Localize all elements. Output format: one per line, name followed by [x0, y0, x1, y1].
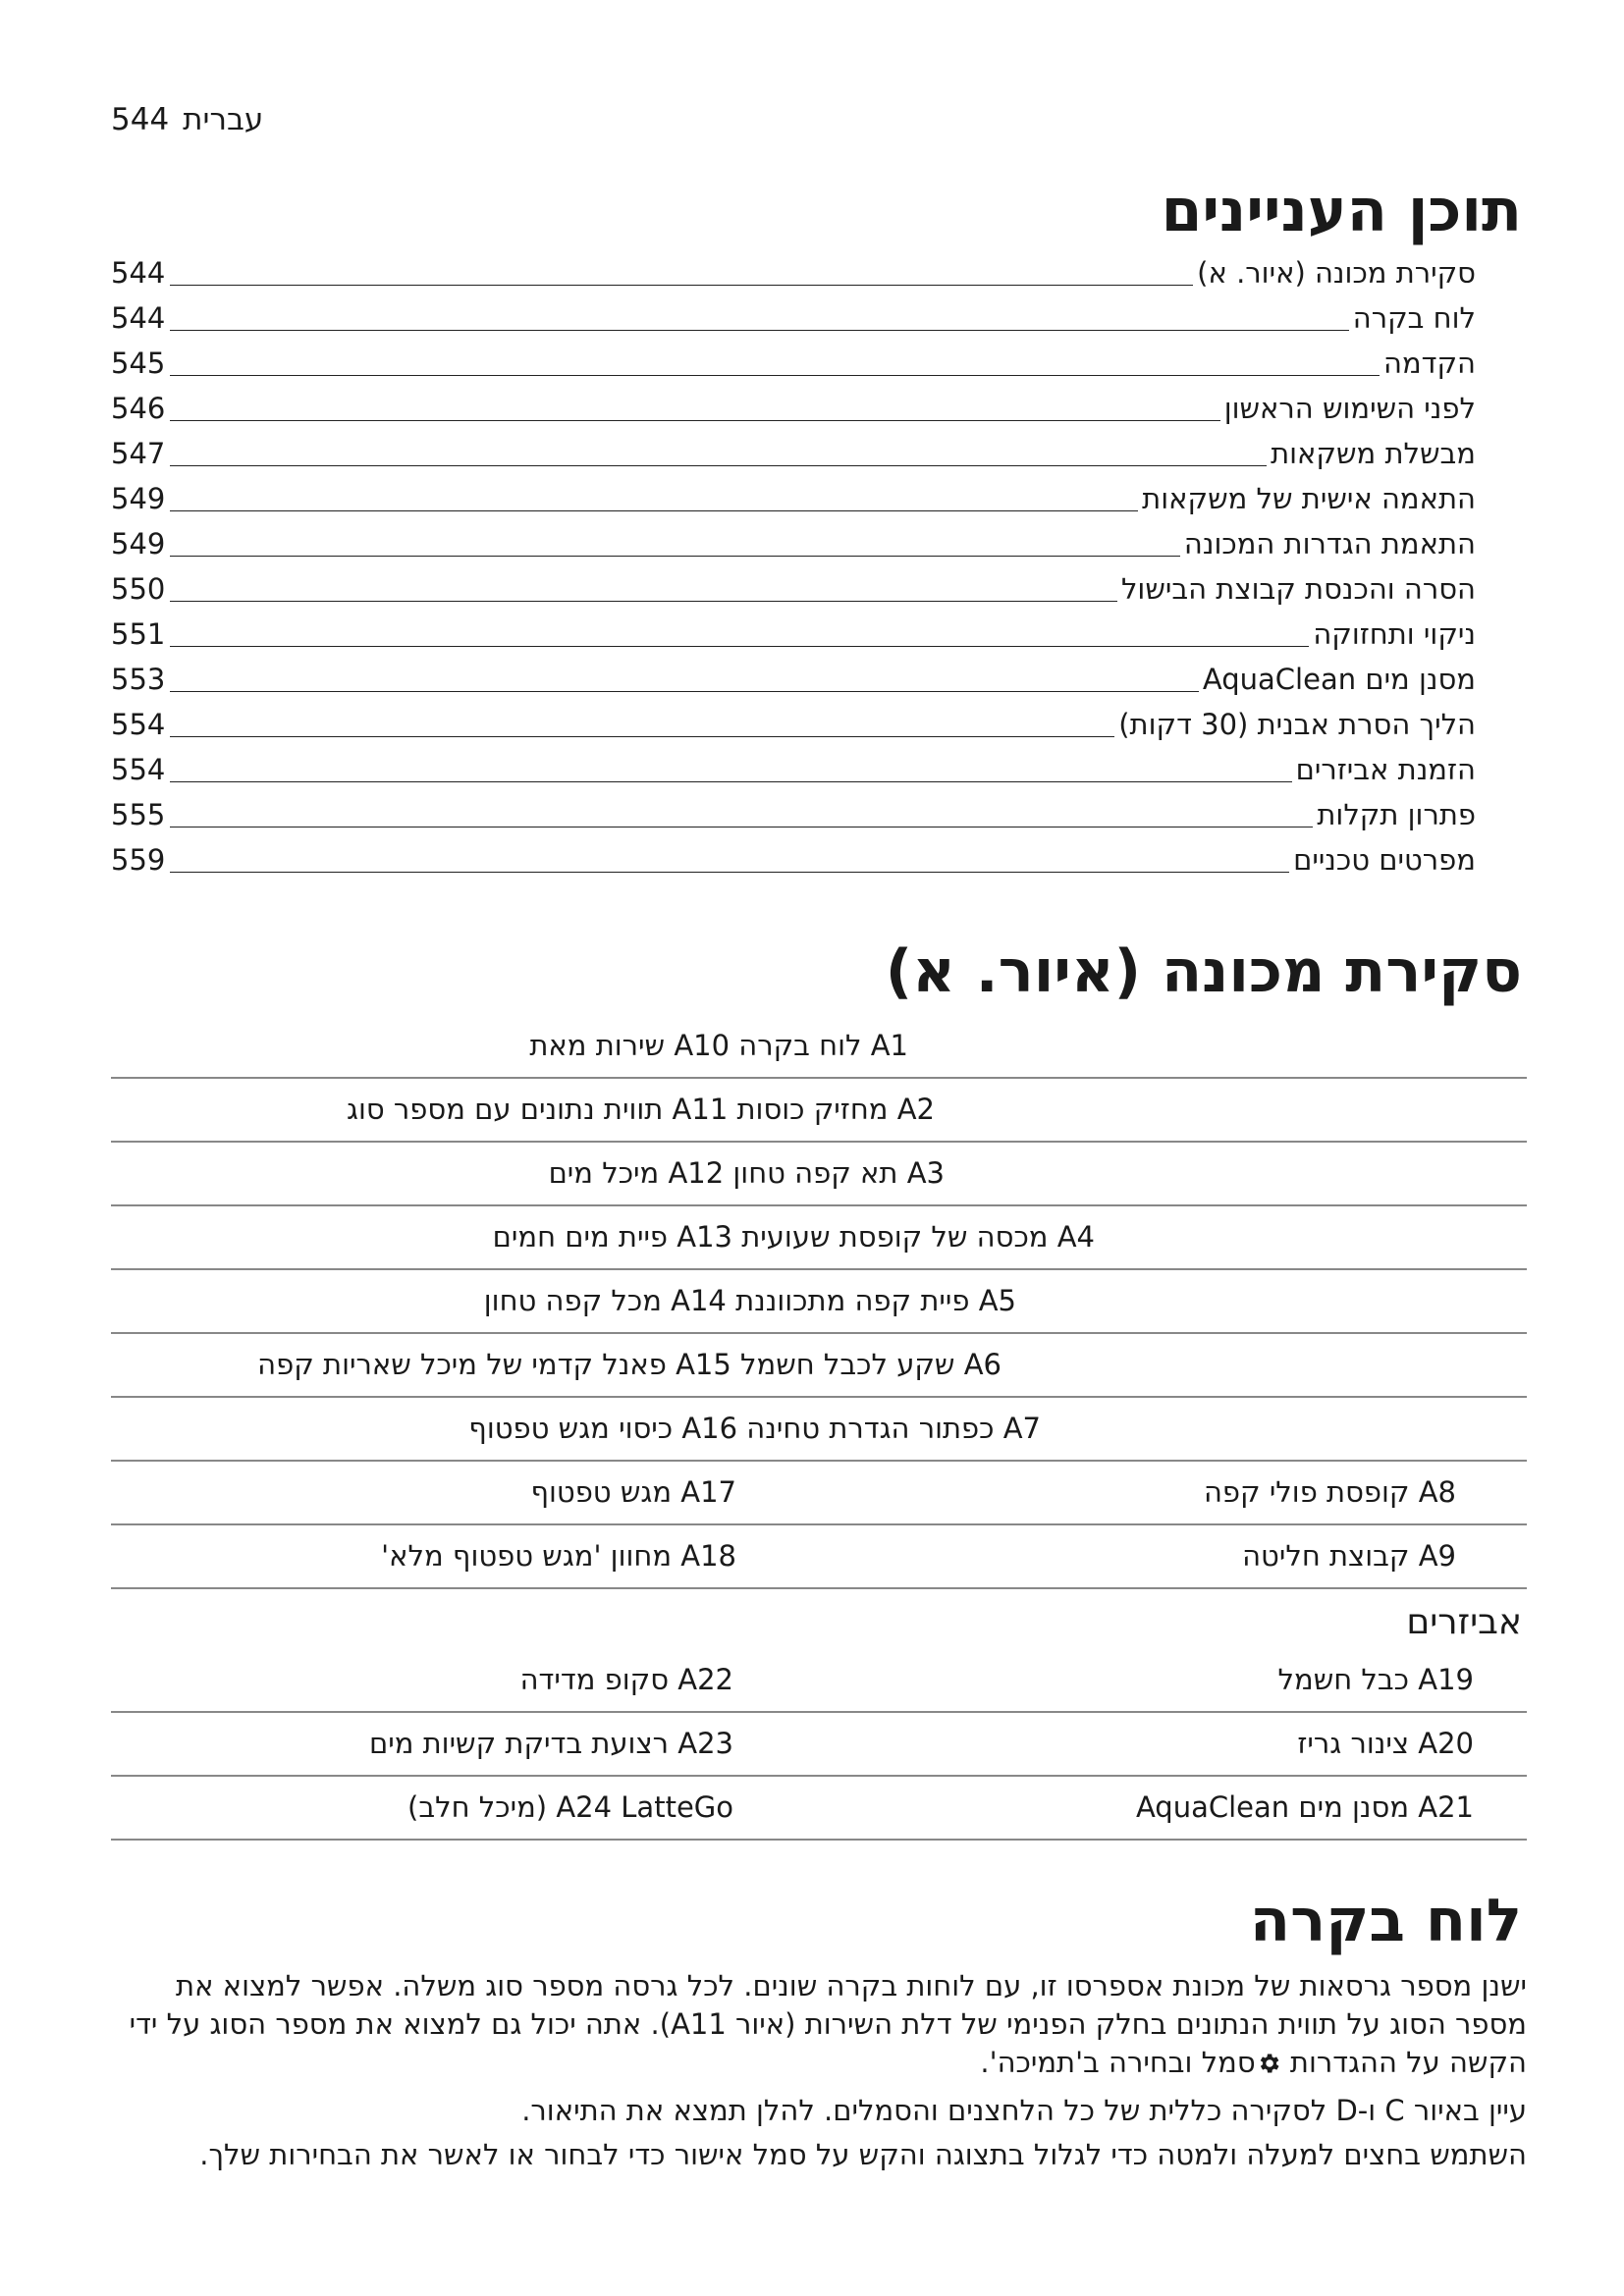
accessories-label: אביזרים [1406, 1602, 1522, 1642]
part-right: A21 מסנן מים AquaClean [1135, 1790, 1474, 1824]
part-left: A7 כפתור הגדרת טחינה A16 כיסוי מגש טפטוף [468, 1412, 1041, 1445]
accessories-table [111, 1649, 1527, 1841]
part-left: A4 מכסה של קופסת שעועית A13 פיית מים חמים [492, 1220, 1095, 1254]
intro-text-b: סמל ובחירה ב'תמיכה'. [980, 2046, 1256, 2079]
figure-paragraph: עיין באיור C ו-D לסקירה כללית של כל הלחצנים והסמלים. להלן תמצא את התיאור. [521, 2094, 1527, 2127]
part-left: A24 LatteGo (מיכל חלב) [407, 1790, 733, 1824]
toc-entry[interactable] [111, 837, 1476, 882]
toc-entry[interactable] [111, 747, 1476, 792]
toc-title: תוכן העניינים [1161, 177, 1522, 245]
part-left: A5 פיית קפה מתכווננת A14 מכל קפה טחון [483, 1284, 1016, 1317]
toc-entry-page: 553 [111, 663, 166, 696]
toc-entry-page: 554 [111, 753, 166, 786]
intro-paragraph [111, 1967, 1527, 2086]
toc-entry-label: התאמה אישית של משקאות [1138, 482, 1476, 515]
part-left: A23 רצועת בדיקת קשיות מים [368, 1727, 733, 1760]
table-row [111, 1206, 1527, 1270]
part-left: A1 לוח בקרה A10 שירות מאת [529, 1029, 908, 1062]
toc-entry-label: הזמנת אביזרים [1292, 753, 1476, 786]
toc-entry-page: 555 [111, 798, 166, 831]
toc-entry-label: מסנן מים AquaClean [1199, 663, 1476, 696]
toc-entry-page: 559 [111, 843, 166, 877]
toc-leader-line [170, 330, 1476, 331]
toc-entry[interactable] [111, 476, 1476, 521]
toc-entry[interactable] [111, 250, 1476, 295]
language-label: עברית [183, 102, 264, 137]
table-of-contents [111, 250, 1476, 882]
toc-entry-page: 554 [111, 708, 166, 741]
page-number: 544 [111, 102, 170, 137]
toc-entry-page: 546 [111, 392, 166, 425]
toc-entry[interactable] [111, 566, 1476, 612]
toc-entry[interactable] [111, 792, 1476, 837]
toc-entry[interactable] [111, 431, 1476, 476]
page-header [111, 102, 263, 137]
toc-entry[interactable] [111, 386, 1476, 431]
part-right: A19 כבל חשמל [1277, 1663, 1474, 1696]
part-right: A20 צינור גריז [1297, 1727, 1474, 1760]
table-row [111, 1777, 1527, 1841]
toc-entry-label: לוח בקרה [1349, 301, 1476, 335]
toc-entry-label: התאמת הגדרות המכונה [1180, 527, 1476, 561]
toc-entry[interactable] [111, 657, 1476, 702]
table-row [111, 1649, 1527, 1713]
part-left: A22 סקופ מדידה [519, 1663, 733, 1696]
toc-entry-label: לפני השימוש הראשון [1220, 392, 1476, 425]
table-row [111, 1462, 1527, 1525]
part-left: A2 מחזיק כוסות A11 תווית נתונים עם מספר סוג [347, 1093, 935, 1126]
toc-entry-page: 547 [111, 437, 166, 470]
table-row [111, 1334, 1527, 1398]
toc-entry-label: הסרה והכנסת קבוצת הבישול [1117, 572, 1476, 606]
toc-leader-line [170, 827, 1476, 828]
toc-entry[interactable] [111, 521, 1476, 566]
toc-entry-label: סקירת מכונה (איור. א) [1193, 256, 1476, 290]
toc-entry-page: 545 [111, 347, 166, 380]
toc-entry-page: 544 [111, 256, 166, 290]
table-row [111, 1015, 1527, 1079]
toc-entry-page: 549 [111, 527, 166, 561]
control-panel-title: לוח בקרה [1249, 1887, 1522, 1955]
toc-leader-line [170, 646, 1476, 647]
table-row [111, 1713, 1527, 1777]
table-row [111, 1270, 1527, 1334]
toc-entry-label: הליך הסרת אבנית (30 דקות) [1114, 708, 1476, 741]
toc-entry-page: 544 [111, 301, 166, 335]
table-row [111, 1079, 1527, 1143]
intro-text-a: ישנן מספר גרסאות של מכונת אספרסו זו, עם לוחות בקרה שונים. לכל גרסה מספר סוג משלה. אפשר למצוא את מספר הסוג על תווית הנתונים בחלק הפנימי של דלת השירות (איור A11). אתה יכול גם למצוא את מספר הסוג על ידי הקשה על ההגדרות [129, 1969, 1527, 2079]
part-left: A17 מגש טפטוף [530, 1475, 736, 1509]
toc-entry-label: מבשלת משקאות [1267, 437, 1476, 470]
toc-entry-label: ניקוי ותחזוקה [1309, 617, 1476, 651]
part-left: A3 תא קפה טחון A12 מיכל מים [548, 1156, 945, 1190]
part-right: A9 קבוצת חליטה [1242, 1539, 1456, 1573]
toc-entry-page: 551 [111, 617, 166, 651]
gear-icon [1256, 2048, 1281, 2086]
toc-entry[interactable] [111, 295, 1476, 341]
toc-leader-line [170, 872, 1476, 873]
table-row [111, 1525, 1527, 1589]
table-row [111, 1398, 1527, 1462]
part-left: A6 שקע לכבל חשמל A15 פאנל קדמי של מיכל שאריות קפה [257, 1348, 1001, 1381]
toc-entry-page: 549 [111, 482, 166, 515]
toc-entry[interactable] [111, 341, 1476, 386]
table-row [111, 1143, 1527, 1206]
toc-leader-line [170, 781, 1476, 782]
control-panel-body [111, 1967, 1527, 2180]
navigation-paragraph: השתמש בחצים למעלה ולמטה כדי לגלול בתצוגה והקש על סמל אישור כדי לבחור או לאשר את הבחירות שלך. [199, 2138, 1527, 2171]
toc-entry-label: פתרון תקלות [1313, 798, 1476, 831]
toc-entry-label: מפרטים טכניים [1289, 843, 1476, 877]
overview-title: סקירת מכונה (איור. א) [885, 937, 1522, 1006]
toc-entry[interactable] [111, 612, 1476, 657]
part-left: A18 מחוון 'מגש טפטוף מלא' [381, 1539, 736, 1573]
toc-entry-label: הקדמה [1380, 347, 1476, 380]
part-right: A8 קופסת פולי קפה [1203, 1475, 1456, 1509]
overview-table [111, 1015, 1527, 1589]
toc-entry[interactable] [111, 702, 1476, 747]
toc-entry-page: 550 [111, 572, 166, 606]
toc-leader-line [170, 375, 1476, 376]
